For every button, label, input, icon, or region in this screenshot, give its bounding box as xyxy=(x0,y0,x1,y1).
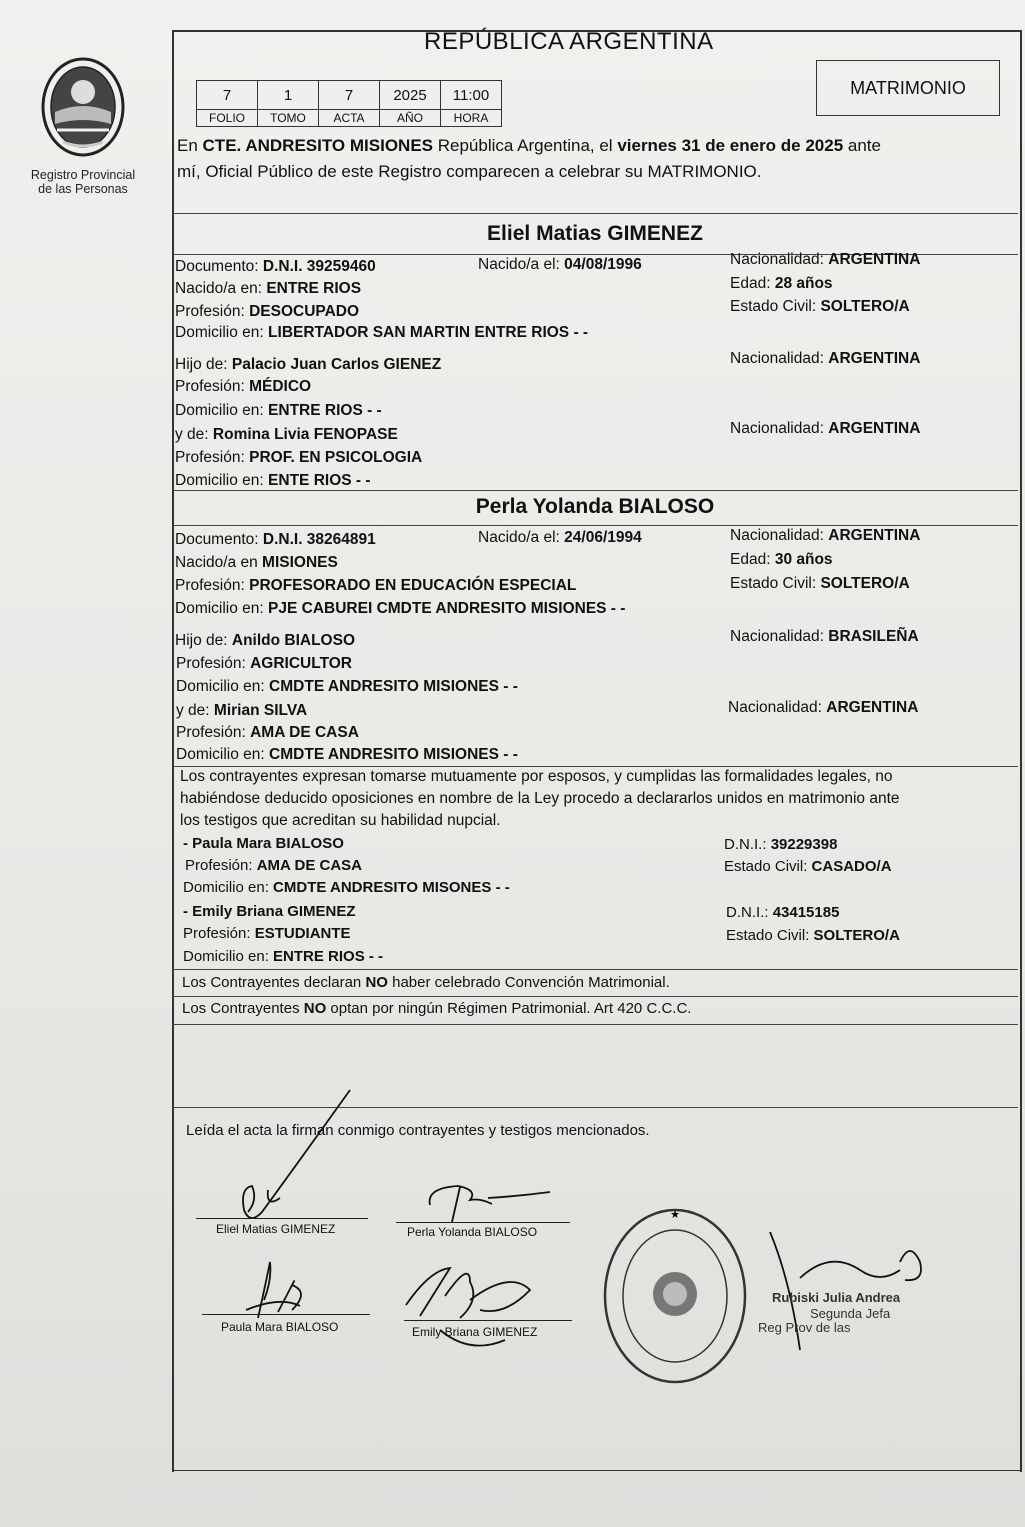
convention-line-1: Los Contrayentes declaran NO haber celebrado Convención Matrimonial. xyxy=(182,974,670,991)
registry-label: Registro Provincial de las Personas xyxy=(30,168,136,196)
acta-value: 7 xyxy=(319,81,380,110)
groom-name: Eliel Matias GIMENEZ xyxy=(487,222,703,245)
signature-line-witness-1 xyxy=(202,1314,370,1315)
bride-father: Hijo de: Anildo BIALOSO xyxy=(175,632,356,649)
groom-father-nationality: Nacionalidad: ARGENTINA xyxy=(730,350,921,367)
hour-label: HORA xyxy=(441,110,502,127)
signature-line-groom xyxy=(196,1218,368,1219)
year-label: AÑO xyxy=(380,110,441,127)
tomo-label: TOMO xyxy=(258,110,319,127)
witness-1-name: - Paula Mara BIALOSO xyxy=(183,835,344,852)
official-name: Rubiski Julia Andrea xyxy=(772,1290,901,1305)
year-value: 2025 xyxy=(380,81,441,110)
intro-paragraph: En CTE. ANDRESITO MISIONES República Argentina, el viernes 31 de enero de 2025 ante mí, Oficial Público de este Registro comparecen a celebrar su MATRIMONIO. xyxy=(177,136,881,181)
bride-civil-status: Estado Civil: SOLTERO/A xyxy=(730,575,910,592)
signature-line-witness-2 xyxy=(404,1320,572,1321)
witness-2-name: - Emily Briana GIMENEZ xyxy=(183,903,356,920)
bride-mother: y de: Mirian SILVA xyxy=(176,702,308,719)
official-office: Reg Prov de las xyxy=(758,1320,851,1335)
groom-birthdate: Nacido/a el: 04/08/1996 xyxy=(478,256,642,273)
groom-mother-profession: Profesión: PROF. EN PSICOLOGIA xyxy=(175,449,423,466)
bride-mother-profession: Profesión: AMA DE CASA xyxy=(176,724,359,741)
groom-mother-address: Domicilio en: ENTE RIOS - - xyxy=(175,472,371,489)
ceremony-place: CTE. ANDRESITO MISIONES xyxy=(202,136,434,155)
witness-1-profession: Profesión: AMA DE CASA xyxy=(185,857,362,874)
groom-nationality: Nacionalidad: ARGENTINA xyxy=(730,251,921,268)
folio-label: FOLIO xyxy=(197,110,258,127)
ceremony-date: viernes 31 de enero de 2025 xyxy=(617,136,844,155)
convention-line-2: Los Contrayentes NO optan por ningún Régimen Patrimonial. Art 420 C.C.C. xyxy=(182,1000,692,1017)
closing-statement: Leída el acta la firman conmigo contrayentes y testigos mencionados. xyxy=(186,1122,650,1139)
bride-father-profession: Profesión: AGRICULTOR xyxy=(176,655,353,672)
signature-label-witness-2: Emily Briana GIMENEZ xyxy=(412,1325,538,1339)
bride-name: Perla Yolanda BIALOSO xyxy=(475,495,715,518)
tomo-value: 1 xyxy=(258,81,319,110)
groom-father-profession: Profesión: MÉDICO xyxy=(175,378,312,395)
signature-label-bride: Perla Yolanda BIALOSO xyxy=(407,1225,538,1239)
record-type-box: MATRIMONIO xyxy=(816,60,1000,116)
groom-father: Hijo de: Palacio Juan Carlos GIENEZ xyxy=(175,356,442,373)
signature-line-bride xyxy=(396,1222,570,1223)
svg-text:★: ★ xyxy=(670,1209,680,1221)
groom-address: Domicilio en: LIBERTADOR SAN MARTIN ENTRE RIOS - - xyxy=(175,324,589,341)
bride-birthplace: Nacido/a en MISIONES xyxy=(175,554,338,571)
witness-1-address: Domicilio en: CMDTE ANDRESITO MISONES - - xyxy=(183,879,510,896)
groom-birthplace: Nacido/a en: ENTRE RIOS xyxy=(175,280,362,297)
bride-father-nationality: Nacionalidad: BRASILEÑA xyxy=(730,628,919,645)
official-role: Segunda Jefa xyxy=(810,1306,891,1321)
acta-label: ACTA xyxy=(319,110,380,127)
bride-mother-nationality: Nacionalidad: ARGENTINA xyxy=(728,699,919,716)
hour-value: 11:00 xyxy=(441,81,502,110)
folio-value: 7 xyxy=(197,81,258,110)
groom-profession: Profesión: DESOCUPADO xyxy=(175,303,360,320)
groom-civil-status: Estado Civil: SOLTERO/A xyxy=(730,298,910,315)
witness-2-dni: D.N.I.: 43415185 xyxy=(726,904,840,921)
country-title: REPÚBLICA ARGENTINA xyxy=(424,28,714,55)
bride-mother-address: Domicilio en: CMDTE ANDRESITO MISIONES - - xyxy=(176,746,518,763)
declaration-line-1: Los contrayentes expresan tomarse mutuamente por esposos, y cumplidas las formalidades legales, no xyxy=(180,768,893,785)
bride-address: Domicilio en: PJE CABUREI CMDTE ANDRESITO MISIONES - - xyxy=(175,600,626,617)
groom-document: Documento: D.N.I. 39259460 xyxy=(175,258,376,275)
declaration-line-2: habiéndose deducido oposiciones en nombre de la Ley procedo a declararlos unidos en matrimonio ante xyxy=(180,790,900,807)
signature-label-witness-1: Paula Mara BIALOSO xyxy=(221,1320,339,1334)
witness-1-civil-status: Estado Civil: CASADO/A xyxy=(724,858,892,875)
bride-father-address: Domicilio en: CMDTE ANDRESITO MISIONES - - xyxy=(176,678,518,695)
groom-mother: y de: Romina Livia FENOPASE xyxy=(175,426,398,443)
bride-profession: Profesión: PROFESORADO EN EDUCACIÓN ESPECIAL xyxy=(175,577,577,594)
groom-father-address: Domicilio en: ENTRE RIOS - - xyxy=(175,402,382,419)
signature-label-groom: Eliel Matias GIMENEZ xyxy=(216,1222,336,1236)
witness-2-address: Domicilio en: ENTRE RIOS - - xyxy=(183,948,384,965)
bride-birthdate: Nacido/a el: 24/06/1994 xyxy=(478,529,642,546)
official-stamp xyxy=(600,1206,750,1386)
witness-2-profession: Profesión: ESTUDIANTE xyxy=(183,925,351,942)
declaration-line-3: los testigos que acreditan su habilidad nupcial. xyxy=(180,812,501,829)
witness-1-dni: D.N.I.: 39229398 xyxy=(724,836,838,853)
witness-2-civil-status: Estado Civil: SOLTERO/A xyxy=(726,927,900,944)
groom-mother-nationality: Nacionalidad: ARGENTINA xyxy=(730,420,921,437)
bride-nationality: Nacionalidad: ARGENTINA xyxy=(730,527,921,544)
bride-document: Documento: D.N.I. 38264891 xyxy=(175,531,376,548)
groom-age: Edad: 28 años xyxy=(730,275,833,292)
bride-age: Edad: 30 años xyxy=(730,551,833,568)
